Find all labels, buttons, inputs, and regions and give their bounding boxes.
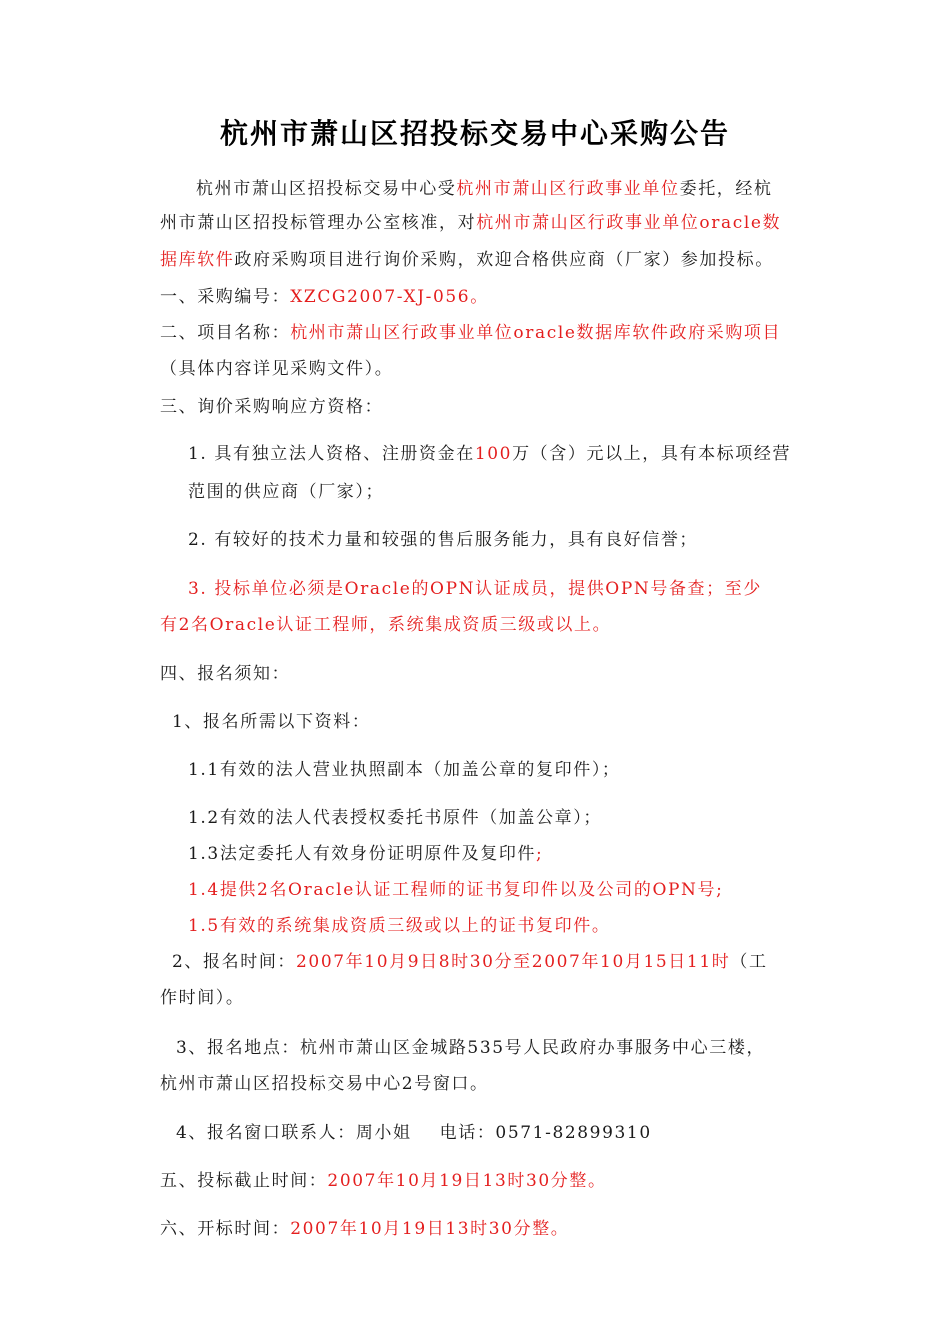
intro-project-name: 杭州市萧山区行政事业单位oracle数 [476,213,782,233]
registered-capital: 100 [474,444,513,464]
project-name: 杭州市萧山区行政事业单位oracle数据库软件政府采购项目 [290,323,782,343]
registration-time: 2、报名时间：2007年10月9日8时30分至2007年10月15日11时（工 [172,952,768,972]
section-procurement-number [160,286,489,308]
registration-period: 2007年10月9日8时30分至2007年10月15日11时 [296,952,731,972]
section-bid-deadline: 五、投标截止时间：2007年10月19日13时30分整。 [160,1171,607,1191]
intro-entrusting-unit: 杭州市萧山区行政事业单位 [456,179,680,199]
registration-contact: 4、报名窗口联系人：周小姐 电话：0571-82899310 [176,1123,652,1143]
material-1-2: 1.2有效的法人代表授权委托书原件（加盖公章）； [188,808,602,828]
qualification-item-3: 3. 投标单位必须是Oracle的OPN认证成员，提供OPN号备查；至少 [188,579,762,599]
bid-deadline: 2007年10月19日13时30分整。 [327,1171,607,1191]
material-1-1: 1.1有效的法人营业执照副本（加盖公章的复印件）； [188,760,621,780]
registration-location-cont: 杭州市萧山区招投标交易中心2号窗口。 [160,1074,489,1094]
registration-materials: 1、报名所需以下资料： [172,712,371,732]
intro-line-3 [160,249,774,271]
qualification-item-1-cont: 范围的供应商（厂家）； [188,482,385,502]
section-registration: 四、报名须知： [160,664,291,684]
qualification-item-3-cont: 有2名Oracle认证工程师，系统集成资质三级或以上。 [160,615,612,635]
qualification-item-2: 2. 有较好的技术力量和较强的售后服务能力，具有良好信誉； [188,530,699,550]
bid-opening-time: 2007年10月19日13时30分整。 [290,1219,570,1239]
page-title: 杭州市萧山区招投标交易中心采购公告 [219,117,730,150]
material-1-3: 1.3法定委托人有效身份证明原件及复印件; [188,844,544,864]
intro-text: 杭州市萧山区招投标交易中心受 [196,179,457,199]
intro-text: 政府采购项目进行询价采购，欢迎合格供应商（厂家）参加投标。 [234,250,774,270]
qualification-item-1: 1. 具有独立法人资格、注册资金在100万（含）元以上，具有本标项经营 [188,444,792,464]
intro-line-1 [196,178,773,200]
section-qualifications: 三、询价采购响应方资格： [160,397,384,417]
section-label: 一、采购编号： [160,287,291,307]
intro-text: 州市萧山区招投标管理办公室核准，对 [160,213,477,233]
registration-location: 3、报名地点：杭州市萧山区金城路535号人民政府办事服务中心三楼， [176,1038,766,1058]
section-project-name [160,322,781,344]
material-1-5: 1.5有效的系统集成资质三级或以上的证书复印件。 [188,916,611,936]
intro-text: 委托，经杭 [679,179,773,199]
material-1-4: 1.4提供2名Oracle认证工程师的证书复印件以及公司的OPN号; [188,880,724,900]
registration-time-cont: 作时间）。 [160,988,245,1008]
intro-project-name-cont: 据库软件 [160,250,235,270]
section-project-name-cont: （具体内容详见采购文件）。 [160,359,394,379]
section-label: 二、项目名称： [160,323,291,343]
procurement-number: XZCG2007-XJ-056。 [290,287,489,307]
section-bid-opening: 六、开标时间：2007年10月19日13时30分整。 [160,1219,570,1239]
intro-line-2 [160,212,781,234]
